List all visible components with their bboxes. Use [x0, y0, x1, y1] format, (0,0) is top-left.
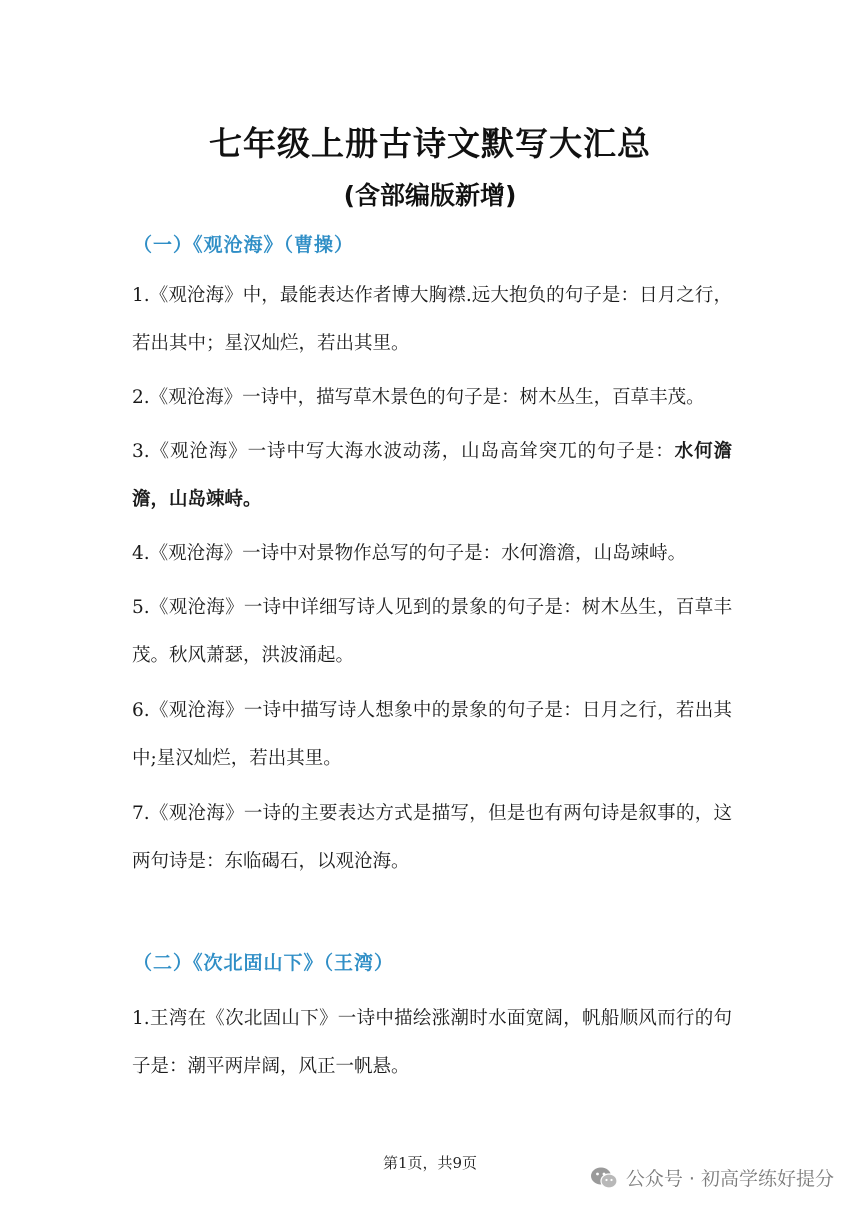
section-heading-guancanghai: （一）《观沧海》（曹操） [133, 234, 355, 256]
question-answer-bold: 水何澹澹，山岛竦峙。 [132, 441, 732, 510]
page-subtitle: (含部编版新增) [343, 181, 517, 210]
wechat-logo-icon [590, 1166, 618, 1190]
question-item: 2.《观沧海》一诗中，描写草木景色的句子是：树木丛生，百草丰茂。 [132, 387, 705, 408]
page-number: 第1页，共9页 [382, 1154, 478, 1172]
watermark-text: 公众号 · 初高学练好提分 [625, 1168, 834, 1190]
question-text: 3.《观沧海》一诗中写大海水波动荡，山岛高耸突兀的句子是： [132, 441, 675, 462]
question-item: 6.《观沧海》一诗中描写诗人想象中的景象的句子是：日月之行，若出其中;星汉灿烂，若出其里。 [132, 700, 732, 769]
question-item: 7.《观沧海》一诗的主要表达方式是描写，但是也有两句诗是叙事的，这两句诗是：东临碣石，以观沧海。 [132, 803, 732, 872]
page-title: 七年级上册古诗文默写大汇总 [209, 124, 651, 163]
question-item [132, 428, 732, 524]
watermark [590, 1164, 834, 1191]
question-item: 5.《观沧海》一诗中详细写诗人见到的景象的句子是：树木丛生，百草丰茂。秋风萧瑟，洪波涌起。 [132, 597, 732, 666]
question-item: 1.《观沧海》中，最能表达作者博大胸襟.远大抱负的句子是：日月之行，若出其中；星汉灿烂，若出其里。 [132, 285, 732, 354]
question-item: 1.王湾在《次北固山下》一诗中描绘涨潮时水面宽阔，帆船顺风而行的句子是：潮平两岸阔，风正一帆悬。 [132, 1008, 732, 1077]
question-item: 4.《观沧海》一诗中对景物作总写的句子是：水何澹澹，山岛竦峙。 [132, 543, 687, 564]
section-heading-cibeigushanxia: （二）《次北固山下》（王湾） [133, 952, 395, 974]
